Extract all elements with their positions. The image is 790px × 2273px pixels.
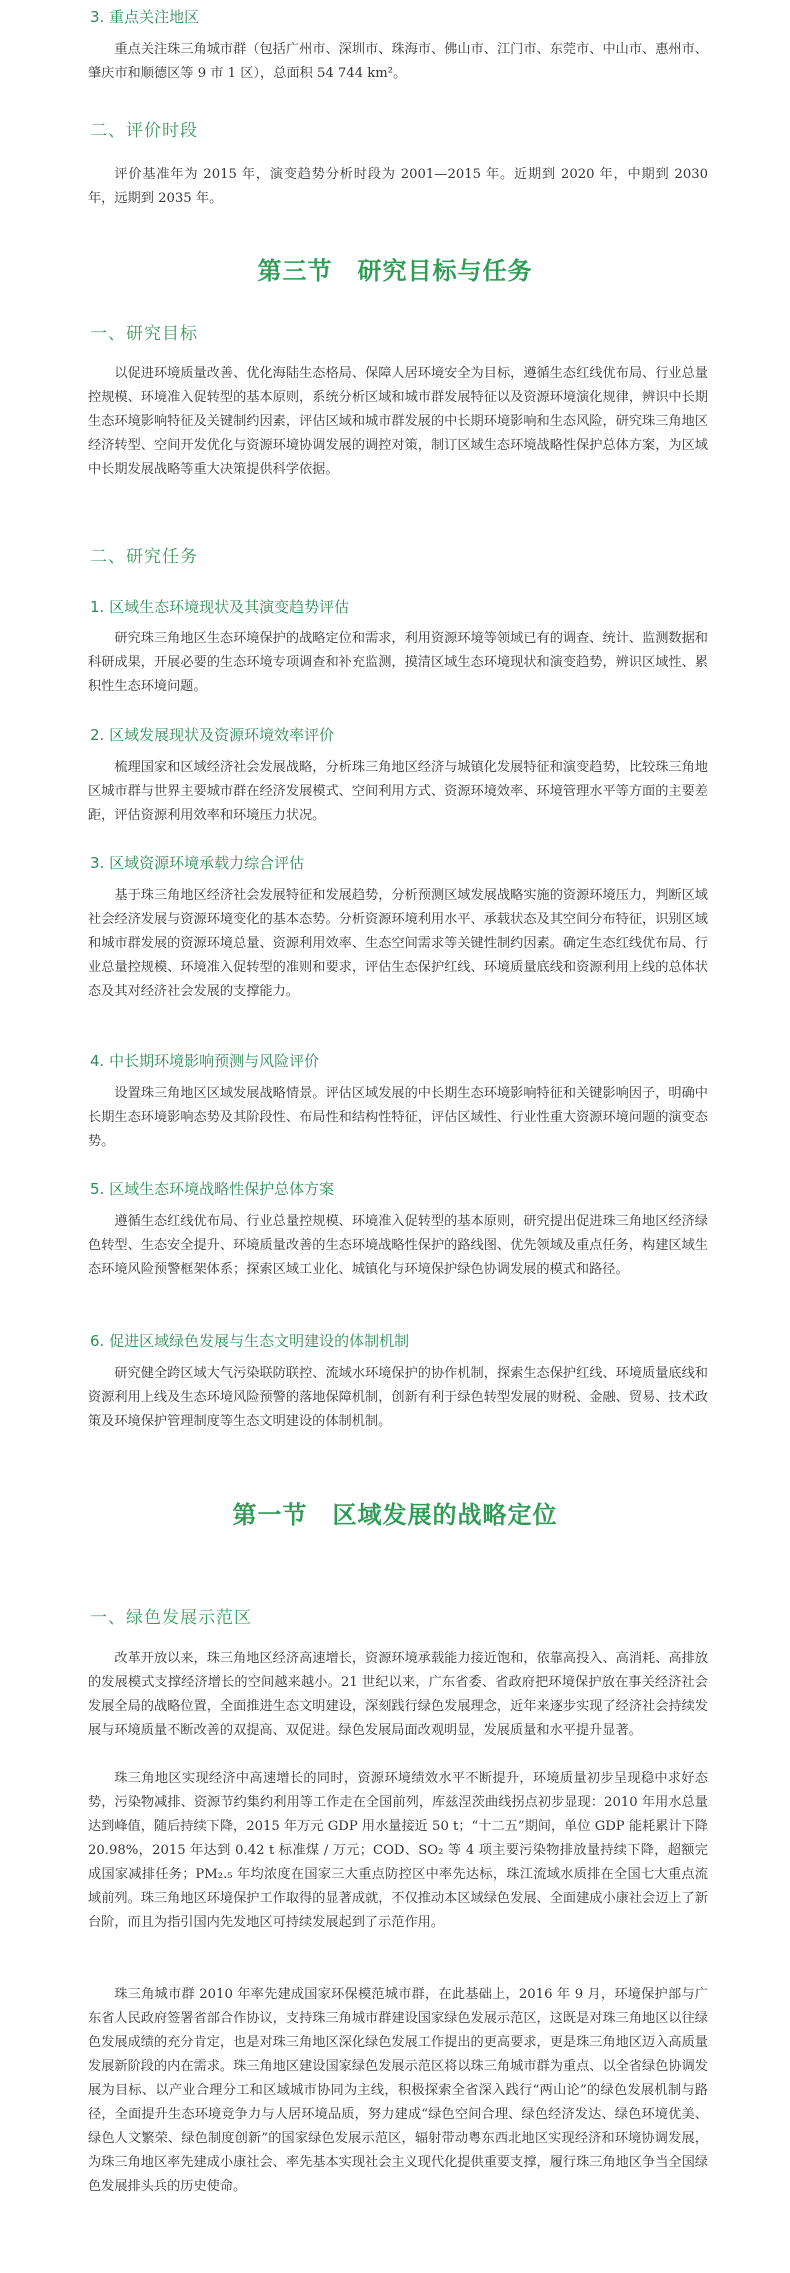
green-development-paragraph-3: 珠三角城市群 2010 年率先建成国家环保模范城市群，在此基础上，2016 年 9 月，环境保护部与广东省人民政府签署省部合作协议，支持珠三角城市群建设国家绿色发展示范区，这既是对珠三角地区以往绿色发展成绩的充分肯定，也是对珠三角地区深化绿色发展工作提出的更高要求，更是珠三角地区迈入高质量发展新阶段的内在需求。珠三角地区建设国家绿色发展示范区将以珠三角城市群为重点、以全省绿色协调发展为目标、以产业合理分工和区域城市协同为主线，积极探索全省深入践行“两山论”的绿色发展机制与路径，全面提升生态环境竞争力与人居环境品质，努力建成“绿色空间合理、绿色经济发达、绿色环境优美、绿色人文繁荣、绿色制度创新”的国家绿色发展示范区，辐射带动粤东西北地区实现经济和环境协调发展，为珠三角地区率先建成小康社会、率先基本实现社会主义现代化提供重要支撑，履行珠三角地区争当全国绿色发展排头兵的历史使命。 bbox=[88, 1987, 708, 2194]
evaluation-period-heading: 二、评价时段 bbox=[90, 121, 198, 141]
task-5-paragraph: 遵循生态红线优布局、行业总量控规模、环境准入促转型的基本原则，研究提出促进珠三角地区经济绿色转型、生态安全提升、环境质量改善的生态环境战略性保护的路线图、优先领域及重点任务，构建区域生态环境风险预警框架体系；探索区域工业化、城镇化与环境保护绿色协调发展的模式和路径。 bbox=[88, 1214, 708, 1277]
focus-area-heading: 3. 重点关注地区 bbox=[90, 8, 200, 26]
task-3-paragraph: 基于珠三角地区经济社会发展特征和发展趋势，分析预测区域发展战略实施的资源环境压力，判断区域社会经济发展与资源环境变化的基本态势。分析资源环境利用水平、承载状态及其空间分布特征，识别区域和城市群发展的资源环境总量、资源利用效率、生态空间需求等关键性制约因素。确定生态红线优布局、行业总量控规模、环境准入促转型的准则和要求，评估生态保护红线、环境质量底线和资源利用上线的总体状态及其对经济社会发展的支撑能力。 bbox=[88, 888, 708, 999]
task-1-heading: 1. 区域生态环境现状及其演变趋势评估 bbox=[90, 598, 350, 616]
task-5-heading: 5. 区域生态环境战略性保护总体方案 bbox=[90, 1180, 335, 1198]
research-task-heading: 二、研究任务 bbox=[90, 547, 198, 567]
green-development-paragraph-2: 珠三角地区实现经济中高速增长的同时，资源环境绩效水平不断提升，环境质量初步呈现稳中求好态势，污染物减排、资源节约集约利用等工作走在全国前列，库兹涅茨曲线拐点初步显现：2010 年用水总量达到峰值，随后持续下降，2015 年万元 GDP 用水量接近 50 t；“十二五”期间，单位 GDP 能耗累计下降 20.98%，2015 年达到 0.42 t 标准煤 / 万元；COD、SO₂ 等 4 项主要污染物排放量持续下降，超额完成国家减排任务；PM₂.₅ 年均浓度在国家三大重点防控区中率先达标，珠江流域水质排在全国七大重点流域前列。珠三角地区环境保护工作取得的显著成就，不仅推动本区域绿色发展、全面建成小康社会迈上了新台阶，而且为指引国内先发地区可持续发展起到了示范作用。 bbox=[88, 1771, 708, 1930]
task-1-paragraph: 研究珠三角地区生态环境保护的战略定位和需求，利用资源环境等领域已有的调查、统计、监测数据和科研成果，开展必要的生态环境专项调查和补充监测，摸清区域生态环境现状和演变趋势，辨识区域性、累积性生态环境问题。 bbox=[88, 631, 708, 694]
task-4-heading: 4. 中长期环境影响预测与风险评价 bbox=[90, 1052, 320, 1070]
research-goal-heading: 一、研究目标 bbox=[90, 324, 198, 344]
green-development-paragraph-1: 改革开放以来，珠三角地区经济高速增长，资源环境承载能力接近饱和，依靠高投入、高消耗、高排放的发展模式支撑经济增长的空间越来越小。21 世纪以来，广东省委、省政府把环境保护放在事关经济社会发展全局的战略位置，全面推进生态文明建设，深刻践行绿色发展理念，近年来逐步实现了经济社会持续发展与环境质量不断改善的双提高、双促进。绿色发展局面改观明显，发展质量和水平提升显著。 bbox=[88, 1651, 708, 1738]
research-goal-paragraph: 以促进环境质量改善、优化海陆生态格局、保障人居环境安全为目标，遵循生态红线优布局、行业总量控规模、环境准入促转型的基本原则，系统分析区域和城市群发展特征以及资源环境演化规律，辨识中长期生态环境影响特征及关键制约因素，评估区域和城市群发展的中长期环境影响和生态风险，研究珠三角地区经济转型、空间开发优化与资源环境协调发展的调控对策，制订区域生态环境战略性保护总体方案，为区域中长期发展战略等重大决策提供科学依据。 bbox=[88, 366, 708, 477]
task-2-heading: 2. 区域发展现状及资源环境效率评价 bbox=[90, 726, 335, 744]
task-3-heading: 3. 区域资源环境承载力综合评估 bbox=[90, 854, 305, 872]
task-6-heading: 6. 促进区域绿色发展与生态文明建设的体制机制 bbox=[90, 1332, 410, 1350]
section-1-title: 第一节 区域发展的战略定位 bbox=[232, 1501, 558, 1529]
task-4-paragraph: 设置珠三角地区区域发展战略情景。评估区域发展的中长期生态环境影响特征和关键影响因子，明确中长期生态环境影响态势及其阶段性、布局性和结构性特征，评估区域性、行业性重大资源环境问题的演变态势。 bbox=[88, 1086, 708, 1149]
task-6-paragraph: 研究健全跨区域大气污染联防联控、流域水环境保护的协作机制，探索生态保护红线、环境质量底线和资源利用上线及生态环境风险预警的落地保障机制，创新有利于绿色转型发展的财税、金融、贸易、技术政策及环境保护管理制度等生态文明建设的体制机制。 bbox=[88, 1366, 708, 1429]
task-2-paragraph: 梳理国家和区域经济社会发展战略，分析珠三角地区经济与城镇化发展特征和演变趋势，比较珠三角地区城市群与世界主要城市群在经济发展模式、空间利用方式、资源环境效率、环境管理水平等方面的主要差距，评估资源利用效率和环境压力状况。 bbox=[88, 760, 708, 823]
section-3-title: 第三节 研究目标与任务 bbox=[257, 257, 533, 285]
focus-area-paragraph: 重点关注珠三角城市群（包括广州市、深圳市、珠海市、佛山市、江门市、东莞市、中山市、惠州市、肇庆市和顺德区等 9 市 1 区），总面积 54 744 km²。 bbox=[88, 42, 708, 81]
evaluation-period-paragraph: 评价基准年为 2015 年，演变趋势分析时段为 2001—2015 年。近期到 2020 年，中期到 2030 年，远期到 2035 年。 bbox=[88, 167, 708, 206]
green-development-heading: 一、绿色发展示范区 bbox=[90, 1608, 252, 1628]
